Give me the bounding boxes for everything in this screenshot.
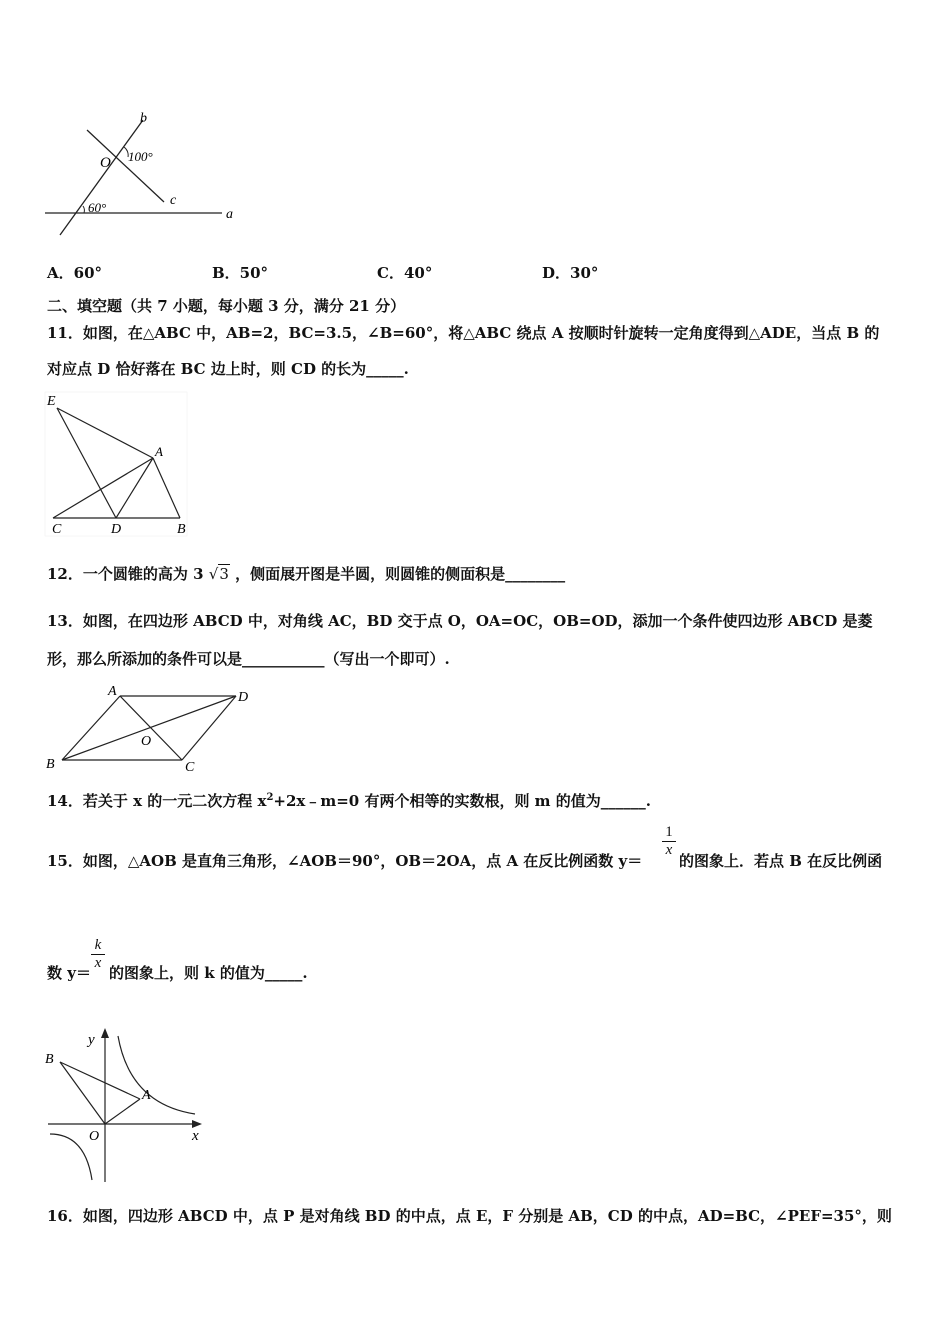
q13-line1: 13．如图，在四边形 ABCD 中，对角线 AC，BD 交于点 O，OA=OC，OB=OD，添加一个条件使四边形 ABCD 是菱	[47, 612, 873, 630]
figure-q13	[40, 682, 260, 774]
fraction-numerator: 1	[665, 824, 673, 840]
fraction-numerator: k	[94, 937, 102, 953]
q15-line1-before: 15．如图，△AOB 是直角三角形，∠AOB＝90°，OB＝2OA，点 A 在反比例函数 y＝	[47, 852, 643, 870]
sqrt-symbol: √3	[208, 565, 229, 583]
option-d: D．30°	[542, 264, 599, 282]
fraction-denominator: x	[662, 841, 676, 859]
label-b: b	[140, 111, 147, 126]
figure-q11	[40, 390, 190, 540]
label-c: C	[52, 522, 62, 537]
fraction-k-over-x	[91, 937, 105, 972]
figure-q10	[40, 105, 250, 240]
label-b: B	[46, 757, 55, 772]
q14-superscript: 2	[266, 792, 274, 803]
q11-line2: 对应点 D 恰好落在 BC 边上时，则 CD 的长为_____.	[47, 360, 409, 378]
label-a: A	[155, 444, 163, 459]
option-c: C．40°	[377, 264, 433, 282]
label-o: O	[89, 1129, 100, 1144]
angle-100: 100°	[128, 149, 153, 164]
label-o: O	[100, 155, 111, 171]
label-c: C	[185, 760, 195, 774]
label-b: B	[45, 1052, 54, 1067]
label-d: D	[111, 522, 122, 537]
label-e: E	[47, 394, 56, 409]
fraction-denominator: x	[91, 954, 105, 972]
q12-text-after: ，侧面展开图是半圆，则圆锥的侧面积是________	[235, 565, 566, 583]
option-b: B．50°	[212, 264, 269, 282]
q12-text-before: 12．一个圆锥的高为 3	[47, 565, 204, 583]
q11-line1: 11．如图，在△ABC 中，AB=2，BC=3.5，∠B=60°，将△ABC 绕点 A 按顺时针旋转一定角度得到△ADE，当点 B 的	[47, 324, 880, 342]
option-a: A．60°	[47, 264, 103, 282]
label-y: y	[88, 1032, 95, 1048]
q15-line1-after: 的图象上．若点 B 在反比例函	[679, 852, 883, 870]
label-a: A	[142, 1088, 151, 1103]
figure-q15	[40, 1022, 210, 1187]
q16-line1: 16．如图，四边形 ABCD 中，点 P 是对角线 BD 的中点，点 E，F 分别是 AB，CD 的中点，AD=BC，∠PEF=35°，则	[47, 1207, 892, 1225]
q14-line	[47, 790, 651, 811]
section-heading: 二、填空题（共 7 小题，每小题 3 分，满分 21 分）	[47, 297, 406, 315]
q12-line	[47, 563, 565, 584]
q13-line2: 形，那么所添加的条件可以是___________（写出一个即可）.	[47, 650, 450, 668]
q15-line2-before: 数 y＝	[47, 964, 91, 982]
angle-60: 60°	[88, 200, 107, 215]
label-b: B	[177, 522, 186, 537]
label-a: a	[226, 207, 233, 222]
q15-line2-after: 的图象上，则 k 的值为_____.	[109, 964, 308, 982]
label-d: D	[238, 690, 249, 705]
q14-text-after: +2x﹣m=0 有两个相等的实数根，则 m 的值为______.	[273, 792, 651, 810]
label-c: c	[170, 193, 177, 208]
label-o: O	[141, 734, 152, 749]
sqrt-radicand: 3	[219, 565, 229, 583]
label-a: A	[108, 684, 117, 699]
label-x: x	[192, 1128, 199, 1144]
q14-text-before: 14．若关于 x 的一元二次方程 x	[47, 792, 267, 810]
fraction-1-over-x	[662, 824, 676, 859]
